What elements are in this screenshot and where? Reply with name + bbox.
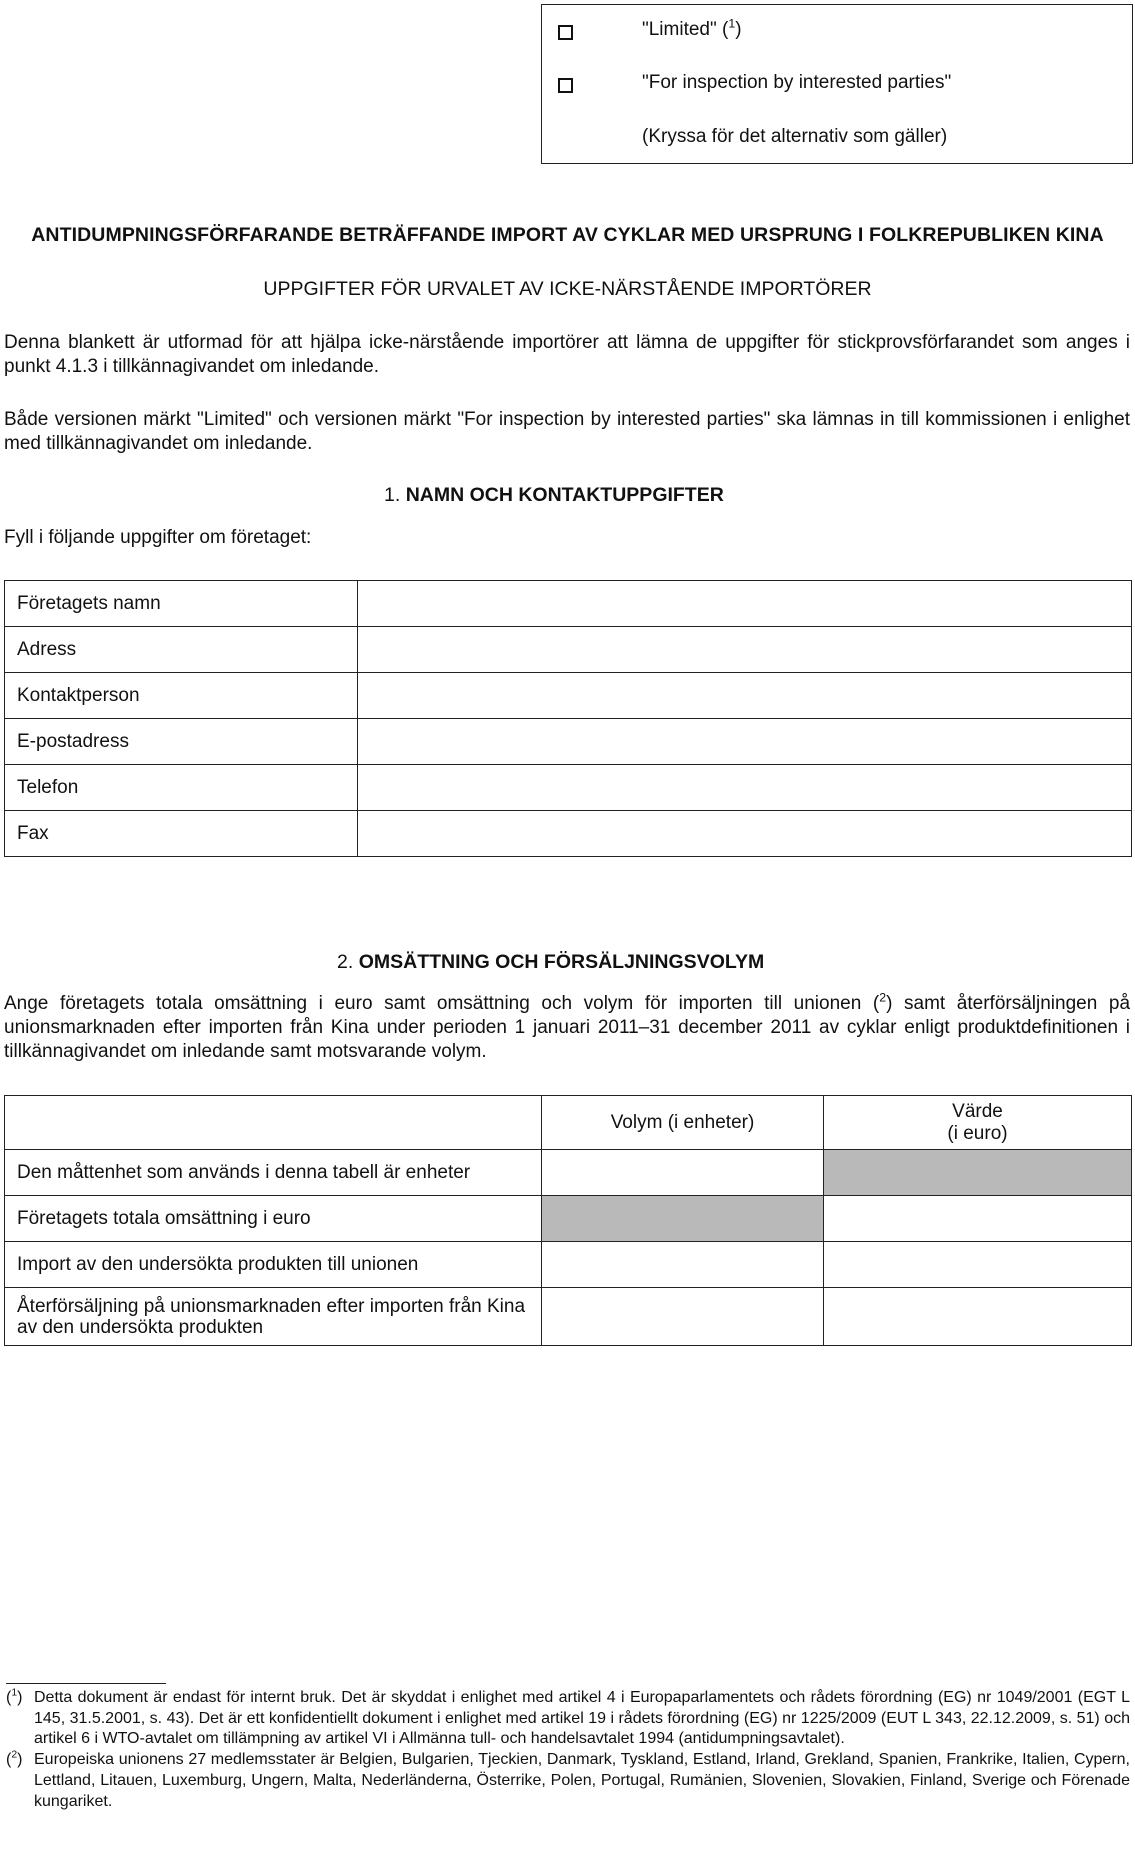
footnote-1-mark: ($^1$): [6, 1687, 23, 1706]
footnote-divider: [6, 1683, 166, 1684]
value-input[interactable]: [824, 1242, 1132, 1288]
volume-input[interactable]: [542, 1288, 824, 1346]
turnover-table: [4, 1095, 1132, 1346]
footnote-2-text: Europeiska unionens 27 medlemsstater är Belgien, Bulgarien, Tjeckien, Danmark, Tyskland, Estland, Irland, Grekland, Spanien, Frankrike, Italien, Cypern, Lettland, Litauen, Luxemburg, Ungern, Malta, Nederländerna, Österrike, Polen, Portugal, Rumänien, Slovenien, Slovakien, Finland, Sverige och Förenade kungariket.: [34, 1751, 1130, 1810]
header-volume: Volym (i enheter): [542, 1096, 824, 1150]
footnotes: [4, 1688, 1130, 1812]
turnover-row-label: Import av den undersökta produkten till unionen: [5, 1242, 542, 1288]
value-input[interactable]: [824, 1288, 1132, 1346]
intro-paragraph-1: Denna blankett är utformad för att hjälpa icke-närstående importörer att lämna de uppgifter för stickprovsförfarandet som anges i punkt 4.1.3 i tillkännagivandet om inledande.: [4, 332, 1130, 377]
contact-row-input[interactable]: [358, 719, 1132, 765]
contact-row-label: Företagets namn: [5, 581, 358, 627]
contact-row: [5, 581, 1132, 627]
option-instruction-text: (Kryssa för det alternativ som gäller): [642, 126, 948, 147]
footnote-1: [4, 1688, 1130, 1750]
section-2-title: OMSÄTTNING OCH FÖRSÄLJNINGSVOLYM: [358, 951, 765, 973]
header-value-line1: Värde: [952, 1100, 1003, 1122]
contact-row-label: Kontaktperson: [5, 673, 358, 719]
footnote-2-mark: ($^2$): [6, 1749, 23, 1769]
header-value-line2: (i euro): [947, 1122, 1008, 1144]
intro-paragraph-2: Både versionen märkt "Limited" och versionen märkt "For inspection by interested parties" ska lämnas in till kommissionen i enlighet med tillkännagivandet om inledande.: [4, 409, 1130, 454]
inspection-checkbox[interactable]: [558, 78, 573, 93]
contact-row-input[interactable]: [358, 581, 1132, 627]
contact-row: [5, 627, 1132, 673]
contact-table: [4, 580, 1132, 857]
turnover-row-label: Den måttenhet som används i denna tabell är enheter: [5, 1150, 542, 1196]
option-inspection-label: "For inspection by interested parties": [642, 72, 952, 93]
turnover-row-label: Företagets totala omsättning i euro: [5, 1196, 542, 1242]
contact-row: [5, 719, 1132, 765]
footnote-1-text: Detta dokument är endast för internt bruk. Det är skyddat i enlighet med artikel 4 i Europaparlamentets och rådets förordning (EG) nr 1049/2001 (EGT L 145, 31.5.2001, s. 43). Det är ett konfidentiellt dokument i enlighet med artikel 19 i rådets förordning (EG) nr 1225/2009 (EUT L 343, 22.12.2009, s. 51) och artikel 6 i WTO-avtalet om tillämpning av artikel VI i Allmänna tull- och handelsavtalet 1994 (antidumpningsavtalet).: [34, 1689, 1130, 1748]
value-input[interactable]: [824, 1196, 1132, 1242]
volume-input: [542, 1196, 824, 1242]
section-1-number: 1.: [384, 484, 401, 506]
volume-input[interactable]: [542, 1150, 824, 1196]
turnover-row: [5, 1196, 1132, 1242]
section-1-title: NAMN OCH KONTAKTUPPGIFTER: [405, 484, 724, 506]
section-2-number: 2.: [337, 951, 354, 973]
turnover-row: [5, 1242, 1132, 1288]
contact-row-label: Adress: [5, 627, 358, 673]
contact-row-label: E-postadress: [5, 719, 358, 765]
contact-row: [5, 673, 1132, 719]
contact-row-label: Telefon: [5, 765, 358, 811]
contact-row-input[interactable]: [358, 673, 1132, 719]
contact-row-input[interactable]: [358, 765, 1132, 811]
turnover-table-header: [5, 1096, 1132, 1150]
document-title: ANTIDUMPNINGSFÖRFARANDE BETRÄFFANDE IMPORT AV CYKLAR MED URSPRUNG I FOLKREPUBLIKEN KINA: [31, 224, 1104, 246]
section-1-heading: [384, 484, 724, 507]
option-limited-label: "Limited" ($^1$): [642, 16, 742, 40]
volume-input[interactable]: [542, 1242, 824, 1288]
contact-row: [5, 765, 1132, 811]
turnover-row: [5, 1288, 1132, 1346]
header-empty-cell: [5, 1096, 542, 1150]
section-1-lead: Fyll i följande uppgifter om företaget:: [4, 527, 312, 548]
document-subtitle: UPPGIFTER FÖR URVALET AV ICKE-NÄRSTÅENDE IMPORTÖRER: [263, 278, 872, 300]
contact-row-label: Fax: [5, 811, 358, 857]
turnover-row: [5, 1150, 1132, 1196]
turnover-row-label: Återförsäljning på unionsmarknaden efter importen från Kina av den undersökta produkten: [5, 1288, 542, 1346]
section-2-heading: [337, 951, 764, 974]
contact-row: [5, 811, 1132, 857]
limited-checkbox[interactable]: [558, 25, 573, 40]
value-input: [824, 1150, 1132, 1196]
footnote-2: [4, 1750, 1130, 1812]
header-value: [824, 1096, 1132, 1150]
contact-row-input[interactable]: [358, 811, 1132, 857]
contact-row-input[interactable]: [358, 627, 1132, 673]
section-2-description: Ange företagets totala omsättning i euro samt omsättning och volym för importen till unionen ($^2$) samt återförsäljningen på unionsmarknaden efter importen från Kina under perioden 1 januari 2011–31 december 2011 av cyklar enligt produktdefinitionen i tillkännagivandet om inledande samt motsvarande volym.: [4, 990, 1131, 1062]
confidentiality-options-box: [541, 4, 1133, 164]
